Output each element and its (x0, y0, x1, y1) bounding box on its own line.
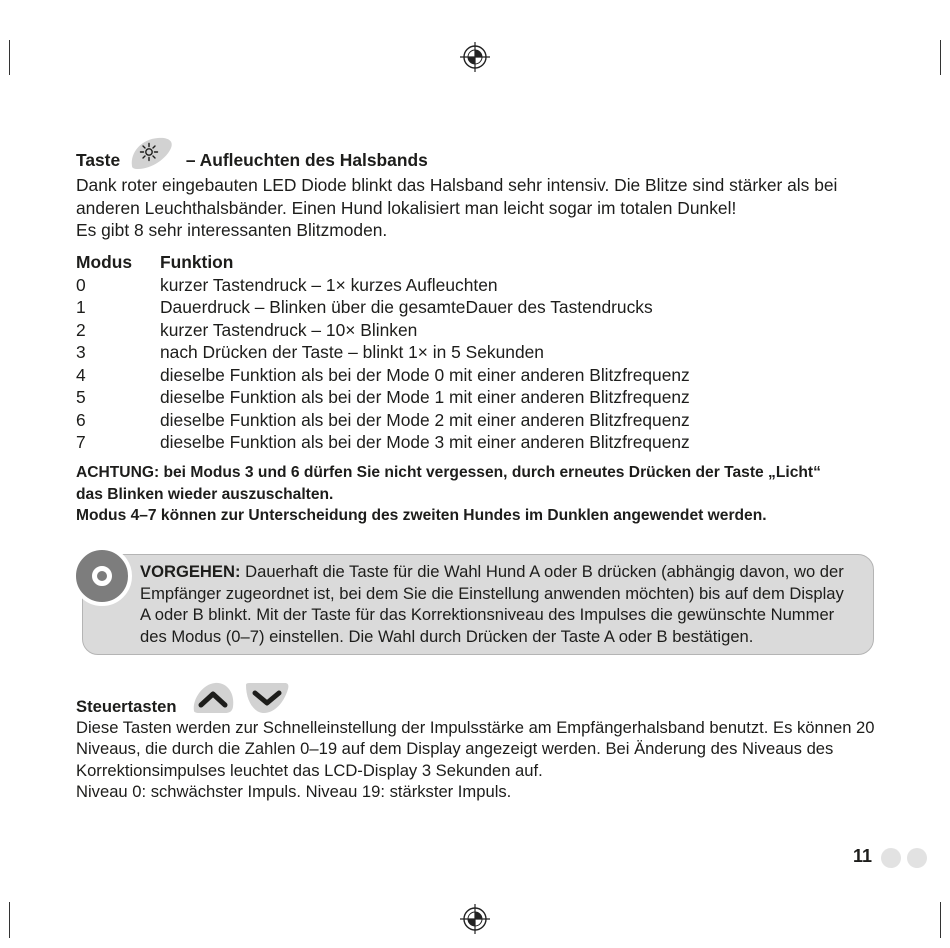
mode-function: kurzer Tastendruck – 1× kurzes Aufleuchten (160, 274, 498, 295)
body-line: Diese Tasten werden zur Schnelleinstellung der Impulsstärke am Empfängerhalsband benutzt. Es können 20 (76, 718, 875, 737)
procedure-line: Empfänger zugeordnet ist, bei dem Sie die Einstellung anwenden möchten) bis auf dem Display (140, 583, 844, 603)
body-line: Es gibt 8 sehr interessanten Blitzmoden. (76, 220, 388, 241)
warning-line: ACHTUNG: bei Modus 3 und 6 dürfen Sie nicht vergessen, durch erneutes Drücken der Taste „Licht“ (76, 464, 821, 481)
page-dot-decoration (907, 848, 927, 868)
page-number: 11 (853, 846, 873, 866)
crop-mark-right-top (940, 40, 941, 75)
mode-function: dieselbe Funktion als bei der Mode 3 mit einer anderen Blitzfrequenz (160, 432, 690, 452)
control-section-heading: Steuertasten (76, 697, 177, 716)
heading-suffix: – Aufleuchten des Halsbands (185, 150, 428, 170)
mode-number: 0 (76, 274, 86, 295)
body-line: Korrektionsimpulses leuchtet das LCD-Display 3 Sekunden auf. (76, 760, 543, 780)
procedure-first-line: Dauerhaft die Taste für die Wahl Hund A oder B drücken (abhängig davon, wo der (240, 562, 844, 581)
sun-icon (128, 136, 174, 172)
mode-number: 5 (76, 387, 86, 407)
body-line: Niveau 0: schwächster Impuls. Niveau 19: stärkster Impuls. (76, 782, 512, 802)
registration-mark-top-icon (460, 42, 490, 72)
disc-icon (72, 546, 132, 606)
body-line: anderen Leuchthalsbänder. Einen Hund lokalisiert man leicht sogar im totalen Dunkel! (76, 197, 737, 218)
body-line: Dank roter eingebauten LED Diode blinkt das Halsband sehr intensiv. Die Blitze sind stärker als bei (76, 175, 838, 195)
procedure-text (140, 561, 860, 647)
mode-function: dieselbe Funktion als bei der Mode 0 mit einer anderen Blitzfrequenz (160, 364, 690, 385)
mode-function: kurzer Tastendruck – 10× Blinken (160, 319, 418, 340)
heading-prefix: Taste (76, 150, 121, 170)
procedure-line: A oder B blinkt. Mit der Taste für das Korrektionsniveau des Impulses die gewünschte Nummer (140, 605, 835, 624)
header-mode: Modus (76, 252, 133, 272)
mode-number: 6 (76, 409, 86, 430)
mode-function: nach Drücken der Taste – blinkt 1× in 5 Sekunden (160, 342, 544, 362)
body-line: Niveaus, die durch die Zahlen 0–19 auf dem Display angezeigt werden. Bei Änderung des Niveaus des (76, 739, 834, 759)
mode-number: 1 (76, 297, 86, 317)
registration-mark-bottom-icon (460, 904, 490, 934)
light-section-body (76, 174, 837, 242)
mode-number: 3 (76, 342, 86, 362)
mode-number: 4 (76, 364, 86, 385)
chevron-down-icon (242, 681, 290, 715)
procedure-label: VORGEHEN: (140, 562, 241, 581)
mode-function: dieselbe Funktion als bei der Mode 2 mit einer anderen Blitzfrequenz (160, 409, 690, 430)
chevron-up-icon (189, 681, 237, 715)
warning-line: Modus 4–7 können zur Unterscheidung des zweiten Hundes im Dunklen angewendet werden. (76, 507, 767, 524)
procedure-line: des Modus (0–7) einstellen. Die Wahl durch Drücken der Taste A oder B bestätigen. (140, 626, 754, 646)
mode-number: 7 (76, 432, 86, 452)
header-function: Funktion (160, 252, 234, 272)
mode-number: 2 (76, 319, 86, 340)
control-section-body (76, 717, 875, 803)
crop-mark-left-bottom (9, 902, 10, 938)
page-dot-decoration (881, 848, 901, 868)
warning-line: das Blinken wieder auszuschalten. (76, 486, 334, 503)
mode-function: Dauerdruck – Blinken über die gesamteDauer des Tastendrucks (160, 297, 653, 317)
crop-mark-left-top (9, 40, 10, 75)
crop-mark-right-bottom (940, 902, 941, 938)
mode-function: dieselbe Funktion als bei der Mode 1 mit einer anderen Blitzfrequenz (160, 387, 690, 407)
